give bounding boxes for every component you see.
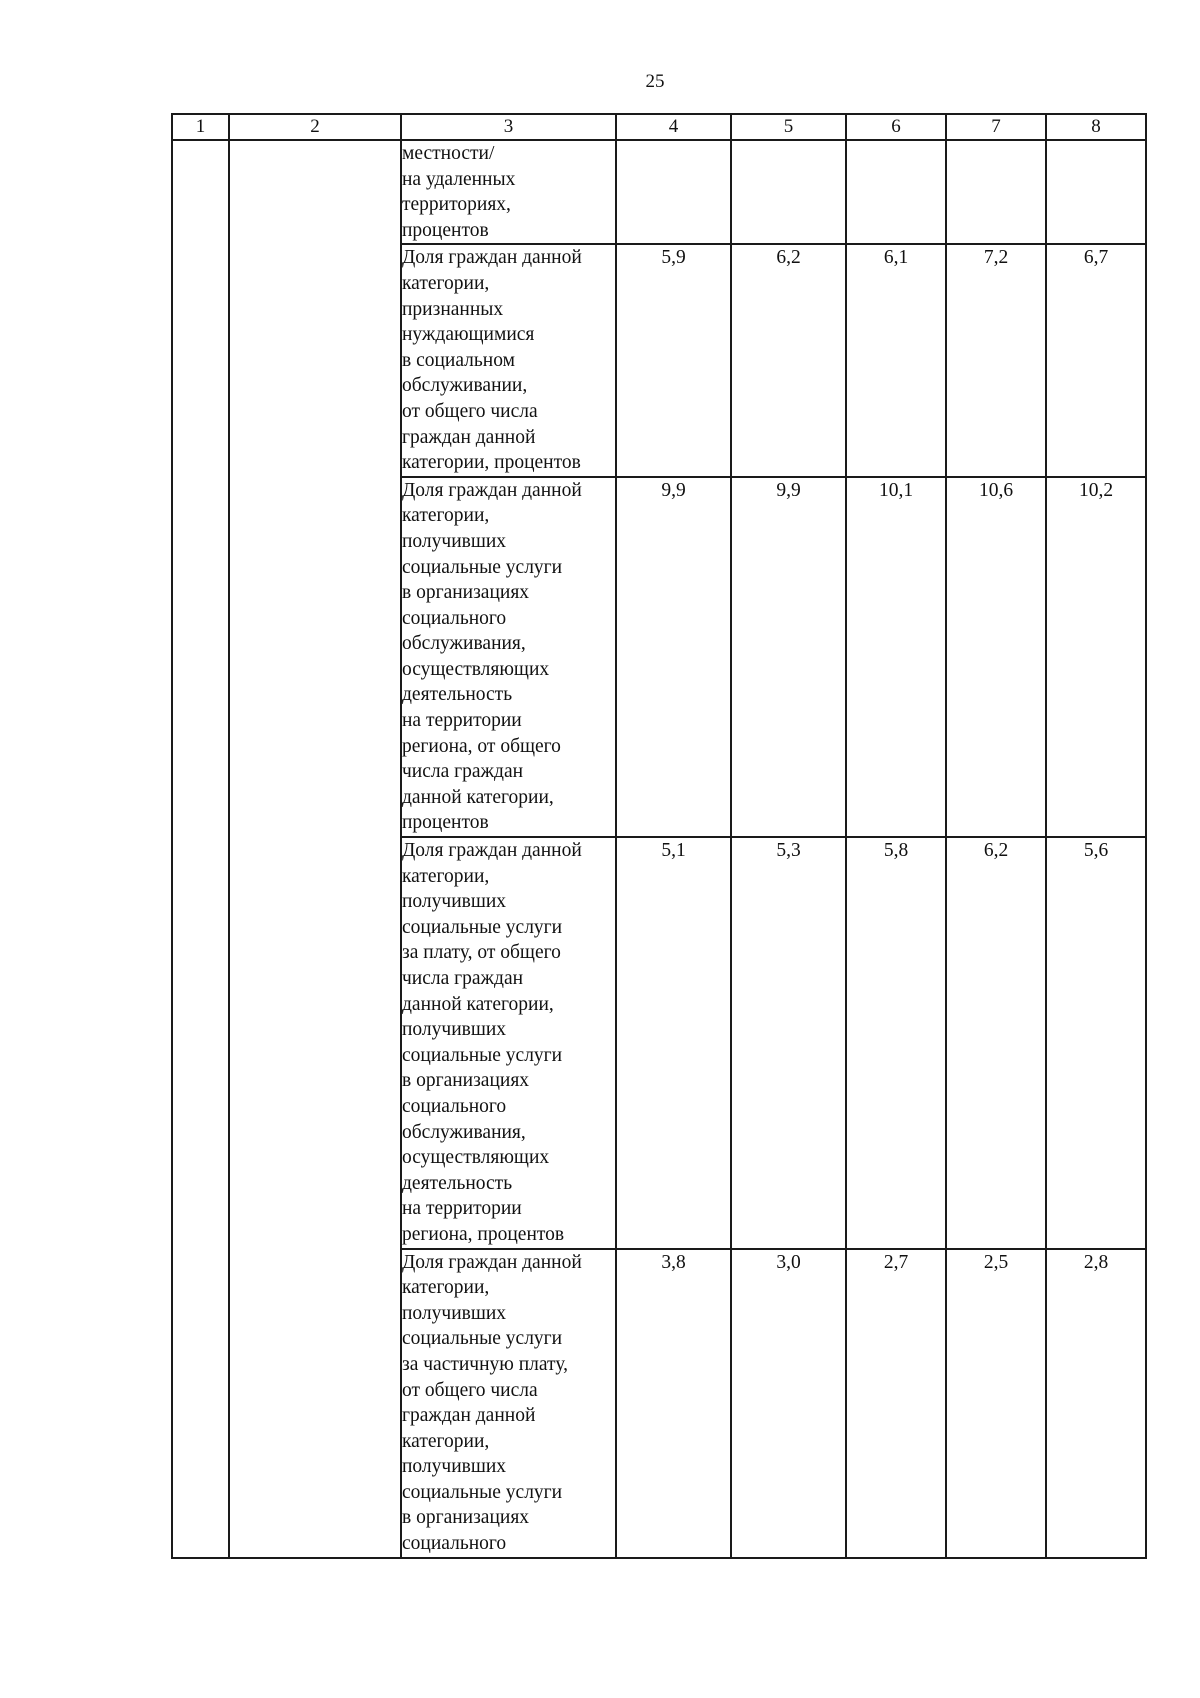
indicator-line: региона, от общего: [402, 735, 561, 757]
value-cell: 6,2: [946, 837, 1046, 1249]
indicator-line: числа граждан: [402, 761, 524, 783]
indicator-cell: [401, 1249, 616, 1558]
indicator-line: Доля граждан данной: [402, 840, 582, 862]
indicator-line: социальные услуги: [402, 1044, 563, 1066]
column-header: 3: [401, 114, 616, 140]
indicator-line: обслуживании,: [402, 375, 528, 397]
indicator-line: в организациях: [402, 1070, 530, 1092]
value-cell: [1046, 140, 1146, 244]
indicator-line: Доля граждан данной: [402, 247, 582, 269]
value-cell: 3,8: [616, 1249, 731, 1558]
indicator-line: получивших: [402, 1019, 507, 1041]
indicator-line: в организациях: [402, 1507, 530, 1529]
indicator-line: социального: [402, 1095, 507, 1117]
indicator-line: получивших: [402, 530, 507, 552]
indicator-line: территориях,: [402, 194, 511, 216]
indicator-line: осуществляющих: [402, 658, 550, 680]
indicator-line: обслуживания,: [402, 633, 526, 655]
value-cell: 9,9: [616, 477, 731, 837]
value-cell: 5,3: [731, 837, 846, 1249]
indicator-line: процентов: [402, 219, 489, 241]
table-row: [172, 140, 1146, 244]
indicator-line: социальные услуги: [402, 916, 563, 938]
value-cell: [616, 140, 731, 244]
value-cell: 7,2: [946, 244, 1046, 476]
indicator-line: социального: [402, 607, 507, 629]
header-row: [172, 114, 1146, 140]
indicator-line: социальные услуги: [402, 1328, 563, 1350]
indicator-line: категории,: [402, 505, 490, 527]
value-cell: 3,0: [731, 1249, 846, 1558]
column-header: 6: [846, 114, 946, 140]
indicator-line: категории,: [402, 1430, 490, 1452]
column-header: 4: [616, 114, 731, 140]
indicator-cell: [401, 140, 616, 244]
indicator-cell: [401, 477, 616, 837]
value-cell: 10,6: [946, 477, 1046, 837]
indicator-line: за плату, от общего: [402, 942, 561, 964]
indicator-line: нуждающимися: [402, 324, 535, 346]
indicator-line: от общего числа: [402, 400, 538, 422]
indicator-line: от общего числа: [402, 1379, 538, 1401]
page-number: 25: [645, 71, 665, 92]
indicator-line: данной категории,: [402, 993, 554, 1015]
indicator-line: категории,: [402, 1277, 490, 1299]
value-cell: 5,8: [846, 837, 946, 1249]
indicator-line: на территории: [402, 710, 522, 732]
indicator-line: на удаленных: [402, 168, 516, 190]
column-header: 2: [229, 114, 401, 140]
column-header: 1: [172, 114, 229, 140]
value-cell: 6,7: [1046, 244, 1146, 476]
indicator-line: обслуживания,: [402, 1121, 526, 1143]
indicator-line: за частичную плату,: [402, 1353, 568, 1375]
value-cell: 9,9: [731, 477, 846, 837]
table-body: [172, 140, 1146, 1558]
indicator-line: данной категории,: [402, 786, 554, 808]
indicator-line: категории,: [402, 865, 490, 887]
column-header: 5: [731, 114, 846, 140]
indicator-line: местности/: [402, 143, 495, 164]
indicator-line: граждан данной: [402, 426, 536, 448]
indicator-line: получивших: [402, 1302, 507, 1324]
indicator-line: процентов: [402, 812, 489, 834]
indicator-line: получивших: [402, 1456, 507, 1478]
indicator-line: региона, процентов: [402, 1223, 565, 1245]
indicator-line: деятельность: [402, 684, 513, 706]
indicator-line: социального: [402, 1533, 507, 1555]
indicator-line: в социальном: [402, 349, 515, 371]
indicator-line: социальные услуги: [402, 556, 563, 578]
value-cell: [946, 140, 1046, 244]
indicator-line: граждан данной: [402, 1405, 536, 1427]
value-cell: 10,1: [846, 477, 946, 837]
indicator-line: получивших: [402, 891, 507, 913]
column-1-cell: [172, 140, 229, 1558]
value-cell: 10,2: [1046, 477, 1146, 837]
value-cell: 5,6: [1046, 837, 1146, 1249]
column-2-cell: [229, 140, 401, 1558]
value-cell: 2,7: [846, 1249, 946, 1558]
indicator-line: социальные услуги: [402, 1481, 563, 1503]
column-header: 8: [1046, 114, 1146, 140]
indicator-line: категории, процентов: [402, 452, 581, 474]
indicator-line: признанных: [402, 298, 504, 320]
value-cell: 2,5: [946, 1249, 1046, 1558]
indicator-line: в организациях: [402, 582, 530, 604]
indicators-table: [171, 113, 1147, 1559]
indicator-line: категории,: [402, 272, 490, 294]
indicator-line: деятельность: [402, 1172, 513, 1194]
indicator-cell: [401, 244, 616, 476]
value-cell: 5,1: [616, 837, 731, 1249]
indicator-line: Доля граждан данной: [402, 479, 582, 501]
column-header: 7: [946, 114, 1046, 140]
value-cell: [731, 140, 846, 244]
indicator-line: числа граждан: [402, 968, 524, 989]
value-cell: [846, 140, 946, 244]
value-cell: 6,1: [846, 244, 946, 476]
indicator-line: на территории: [402, 1198, 522, 1220]
value-cell: 6,2: [731, 244, 846, 476]
value-cell: 2,8: [1046, 1249, 1146, 1558]
value-cell: 5,9: [616, 244, 731, 476]
indicator-line: осуществляющих: [402, 1147, 550, 1169]
indicator-cell: [401, 837, 616, 1249]
indicator-line: Доля граждан данной: [402, 1251, 582, 1273]
